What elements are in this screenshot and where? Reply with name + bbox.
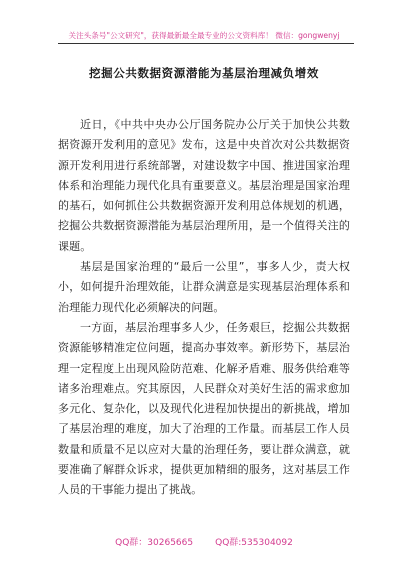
- paragraph-1: 近日，《中共中央办公厅国务院办公厅关于加快公共数据资源开发利用的意见》发布，这是中央首次对公共数据资源开发利用进行系统部署，对建设数字中国、推进国家治理体系和治理能力现代化具有重要意义。基层治理是国家治理的基石，如何抓住公共数据资源开发利用总体规划的机遇，挖掘公共数据资源潜能为基层治理所用，是一个值得关注的课题。: [58, 118, 350, 253]
- paragraph-2: 基层是国家治理的“最后一公里”，事多人少，责大权小，如何提升治理效能，让群众满意是实现基层治理体系和治理能力现代化必须解决的问题。: [58, 260, 350, 314]
- qq-group-1: QQ群：30265665: [115, 538, 194, 548]
- contact-footer: [0, 535, 408, 548]
- document-title: 挖掘公共数据资源潜能为基层治理减负增效: [89, 66, 319, 80]
- document-body: [58, 115, 350, 501]
- paragraph-3: 一方面，基层治理事多人少，任务艰巨，挖掘公共数据资源能够精准定位问题，提高办事效率。新形势下，基层治理一定程度上出现风险防范难、化解矛盾难、服务供给难等诸多治理难点。究其原因，人民群众对美好生活的需求愈加多元化、复杂化，以及现代化进程加快提出的新挑战，增加了基层治理的难度，加大了治理的工作量。而基层工作人员数量和质量不足以应对大量的治理任务，要让群众满意，就要准确了解群众诉求，提供更加精细的服务，这对基层工作人员的干事能力提出了挑战。: [58, 320, 350, 497]
- header-divider: [58, 43, 354, 44]
- promo-header: 关注头条号"公文研究"，获得最新最全最专业的公文资料库！ 微信：gongwenyj: [68, 31, 340, 40]
- qq-group-2: QQ群:535304092: [215, 538, 293, 548]
